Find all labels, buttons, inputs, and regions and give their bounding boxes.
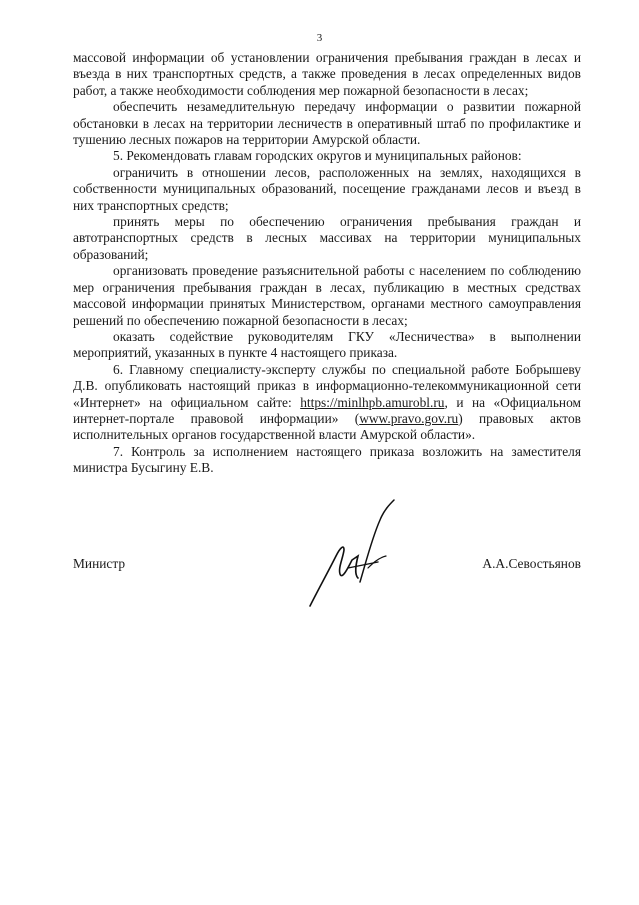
paragraph-publication	[73, 362, 581, 444]
text-span: 6. Главному специалисту-эксперту службы по специальной работе Бобрышеву Д.В. опубликовать настоящий приказ в информационно-телекоммуникационной сети «Интернет» на официальном сайте:	[73, 361, 581, 410]
paragraph: принять меры по обеспечению ограничения пребывания граждан и автотранспортных средств в лесных массивах на территории муниципальных образований;	[73, 214, 581, 262]
handwritten-signature	[300, 498, 410, 613]
text-span: ) правовых актов исполнительных органов государственной власти Амурской области».	[73, 410, 581, 443]
paragraph: ограничить в отношении лесов, расположенных на землях, находящихся в собственности муниципальных образований, посещение гражданами лесов и въезд в них транспортных средств;	[73, 164, 581, 213]
paragraph: 5. Рекомендовать главам городских округов и муниципальных районов:	[113, 148, 522, 164]
document-body	[73, 50, 581, 477]
signatory-role: Министр	[73, 556, 126, 571]
paragraph: обеспечить незамедлительную передачу информации о развитии пожарной обстановки в лесах на территории лесничеств в оперативный штаб по профилактике и тушению лесных пожаров на территории Амурской области.	[73, 99, 581, 148]
paragraph: организовать проведение разъяснительной работы с населением по соблюдению мер ограничения пребывания граждан в лесах, публикацию в местных средствах массовой информации принятых Министерством, органами местного самоуправления решений по обеспечению пожарной безопасности в лесах;	[73, 263, 581, 328]
text-span: , и на «Официальном интернет-портале правовой информации» (	[73, 394, 582, 426]
page-number: 3	[316, 32, 323, 44]
signatory-name: А.А.Севостьянов	[482, 556, 581, 571]
paragraph-control: 7. Контроль за исполнением настоящего приказа возложить на заместителя министра Бусыгину Е.В.	[73, 443, 581, 476]
website-link[interactable]: https://minlhpb.amurobl.ru	[300, 394, 445, 410]
paragraph: оказать содействие руководителям ГКУ «Лесничества» в выполнении мероприятий, указанных в пункте 4 настоящего приказа.	[73, 328, 581, 361]
paragraph: массовой информации об установлении ограничения пребывания граждан в лесах и въезда в них транспортных средств, а также проведения в лесах определенных видов работ, а также необходимости соблюдения мер пожарной безопасности в лесах;	[73, 50, 581, 98]
pravo-link[interactable]: www.pravo.gov.ru	[359, 410, 459, 426]
